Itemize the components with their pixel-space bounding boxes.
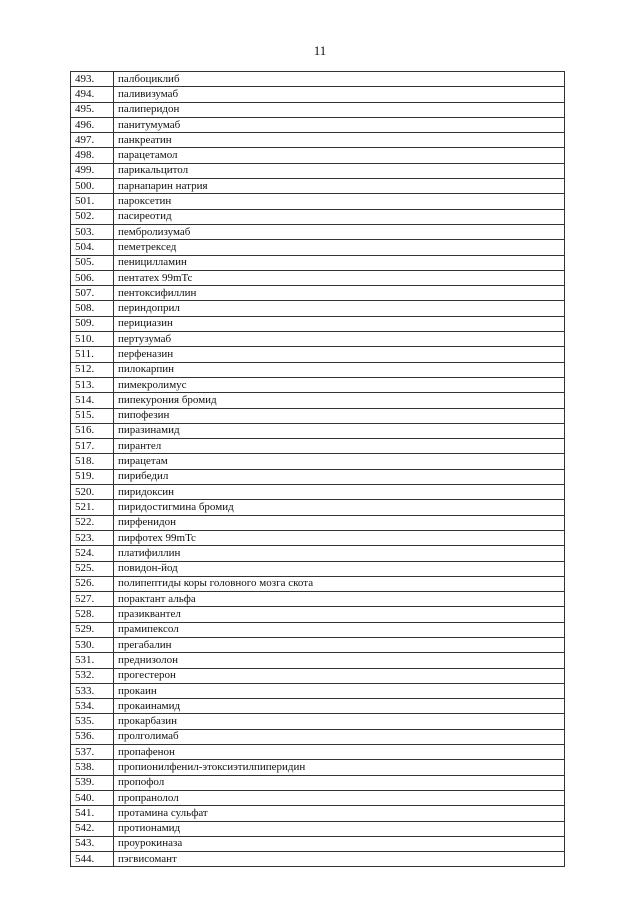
row-number: 542. — [71, 821, 114, 836]
drug-name: пембролизумаб — [114, 224, 565, 239]
table-body — [71, 72, 565, 867]
row-number: 511. — [71, 347, 114, 362]
row-number: 513. — [71, 377, 114, 392]
row-number: 521. — [71, 500, 114, 515]
drug-name: пэгвисомант — [114, 852, 565, 867]
drug-name: пирфенидон — [114, 515, 565, 530]
table-row — [71, 806, 565, 821]
row-number: 516. — [71, 423, 114, 438]
table-row — [71, 546, 565, 561]
row-number: 502. — [71, 209, 114, 224]
row-number: 533. — [71, 683, 114, 698]
drug-name: прогестерон — [114, 668, 565, 683]
table-row — [71, 194, 565, 209]
table-row — [71, 561, 565, 576]
table-row — [71, 852, 565, 867]
table-row — [71, 316, 565, 331]
row-number: 501. — [71, 194, 114, 209]
row-number: 528. — [71, 607, 114, 622]
drug-name: пирантел — [114, 439, 565, 454]
row-number: 514. — [71, 393, 114, 408]
drug-name: прегабалин — [114, 637, 565, 652]
row-number: 520. — [71, 485, 114, 500]
drug-name: палиперидон — [114, 102, 565, 117]
row-number: 496. — [71, 117, 114, 132]
row-number: 506. — [71, 270, 114, 285]
table-row — [71, 362, 565, 377]
row-number: 536. — [71, 729, 114, 744]
table-row — [71, 163, 565, 178]
drug-list-table — [70, 71, 565, 867]
row-number: 540. — [71, 790, 114, 805]
drug-name: парнапарин натрия — [114, 179, 565, 194]
table-row — [71, 224, 565, 239]
row-number: 524. — [71, 546, 114, 561]
row-number: 522. — [71, 515, 114, 530]
row-number: 505. — [71, 255, 114, 270]
row-number: 507. — [71, 286, 114, 301]
table-row — [71, 133, 565, 148]
row-number: 499. — [71, 163, 114, 178]
drug-name: прокаинамид — [114, 699, 565, 714]
row-number: 543. — [71, 836, 114, 851]
page-number: 11 — [313, 43, 327, 58]
drug-name: порактант альфа — [114, 592, 565, 607]
table-row — [71, 87, 565, 102]
row-number: 510. — [71, 332, 114, 347]
table-row — [71, 515, 565, 530]
drug-name: платифиллин — [114, 546, 565, 561]
row-number: 531. — [71, 653, 114, 668]
table-row — [71, 117, 565, 132]
drug-name: пропофол — [114, 775, 565, 790]
row-number: 517. — [71, 439, 114, 454]
table-row — [71, 836, 565, 851]
row-number: 532. — [71, 668, 114, 683]
drug-name: пимекролимус — [114, 377, 565, 392]
drug-name: панкреатин — [114, 133, 565, 148]
drug-name: парацетамол — [114, 148, 565, 163]
table-row — [71, 209, 565, 224]
drug-name: прокаин — [114, 683, 565, 698]
table-row — [71, 637, 565, 652]
drug-name: пропионилфенил-этоксиэтилпиперидин — [114, 760, 565, 775]
table-row — [71, 485, 565, 500]
row-number: 537. — [71, 745, 114, 760]
row-number: 494. — [71, 87, 114, 102]
row-number: 515. — [71, 408, 114, 423]
row-number: 535. — [71, 714, 114, 729]
drug-name: пилокарпин — [114, 362, 565, 377]
table-row — [71, 454, 565, 469]
row-number: 530. — [71, 637, 114, 652]
table-row — [71, 699, 565, 714]
table-row — [71, 286, 565, 301]
table-row — [71, 179, 565, 194]
drug-name: перициазин — [114, 316, 565, 331]
drug-name: пирибедил — [114, 469, 565, 484]
table-row — [71, 576, 565, 591]
row-number: 495. — [71, 102, 114, 117]
drug-name: панитумумаб — [114, 117, 565, 132]
row-number: 498. — [71, 148, 114, 163]
table-row — [71, 668, 565, 683]
row-number: 538. — [71, 760, 114, 775]
drug-name: пеметрексед — [114, 240, 565, 255]
drug-name: празиквантел — [114, 607, 565, 622]
drug-name: полипептиды коры головного мозга скота — [114, 576, 565, 591]
drug-name: пентоксифиллин — [114, 286, 565, 301]
table-row — [71, 393, 565, 408]
row-number: 504. — [71, 240, 114, 255]
row-number: 509. — [71, 316, 114, 331]
table-row — [71, 821, 565, 836]
row-number: 539. — [71, 775, 114, 790]
drug-name: перфеназин — [114, 347, 565, 362]
drug-name: пипофезин — [114, 408, 565, 423]
row-number: 503. — [71, 224, 114, 239]
drug-name: проурокиназа — [114, 836, 565, 851]
table-row — [71, 377, 565, 392]
drug-name: пароксетин — [114, 194, 565, 209]
table-row — [71, 592, 565, 607]
table-row — [71, 469, 565, 484]
drug-name: протамина сульфат — [114, 806, 565, 821]
row-number: 508. — [71, 301, 114, 316]
row-number: 512. — [71, 362, 114, 377]
drug-name: парикальцитол — [114, 163, 565, 178]
row-number: 529. — [71, 622, 114, 637]
row-number: 497. — [71, 133, 114, 148]
table-row — [71, 622, 565, 637]
drug-name: прокарбазин — [114, 714, 565, 729]
table-row — [71, 102, 565, 117]
table-row — [71, 760, 565, 775]
table-row — [71, 148, 565, 163]
table-row — [71, 270, 565, 285]
drug-name: пасиреотид — [114, 209, 565, 224]
table-row — [71, 408, 565, 423]
row-number: 525. — [71, 561, 114, 576]
drug-name: протионамид — [114, 821, 565, 836]
row-number: 526. — [71, 576, 114, 591]
table-row — [71, 530, 565, 545]
row-number: 500. — [71, 179, 114, 194]
drug-name: пипекурония бромид — [114, 393, 565, 408]
row-number: 534. — [71, 699, 114, 714]
row-number: 519. — [71, 469, 114, 484]
table-row — [71, 439, 565, 454]
drug-name: пеницилламин — [114, 255, 565, 270]
drug-name: преднизолон — [114, 653, 565, 668]
row-number: 541. — [71, 806, 114, 821]
table-row — [71, 683, 565, 698]
row-number: 518. — [71, 454, 114, 469]
drug-name: повидон-йод — [114, 561, 565, 576]
drug-name: пертузумаб — [114, 332, 565, 347]
drug-name: пропафенон — [114, 745, 565, 760]
drug-name: пиридоксин — [114, 485, 565, 500]
table-row — [71, 347, 565, 362]
table-row — [71, 745, 565, 760]
row-number: 544. — [71, 852, 114, 867]
row-number: 523. — [71, 530, 114, 545]
table-row — [71, 72, 565, 87]
row-number: 527. — [71, 592, 114, 607]
table-row — [71, 240, 565, 255]
table-row — [71, 332, 565, 347]
drug-name: пропранолол — [114, 790, 565, 805]
drug-name: пиразинамид — [114, 423, 565, 438]
drug-name: палбоциклиб — [114, 72, 565, 87]
drug-name: пирфотех 99mTc — [114, 530, 565, 545]
table-row — [71, 607, 565, 622]
drug-name: прамипексол — [114, 622, 565, 637]
table-row — [71, 423, 565, 438]
drug-name: периндоприл — [114, 301, 565, 316]
drug-name: пролголимаб — [114, 729, 565, 744]
table-row — [71, 729, 565, 744]
drug-name: пирацетам — [114, 454, 565, 469]
drug-name: паливизумаб — [114, 87, 565, 102]
table-row — [71, 714, 565, 729]
table-row — [71, 255, 565, 270]
table-row — [71, 653, 565, 668]
table-row — [71, 790, 565, 805]
drug-name: пиридостигмина бромид — [114, 500, 565, 515]
table-row — [71, 775, 565, 790]
table-row — [71, 500, 565, 515]
row-number: 493. — [71, 72, 114, 87]
drug-name: пентатех 99mTc — [114, 270, 565, 285]
table-row — [71, 301, 565, 316]
